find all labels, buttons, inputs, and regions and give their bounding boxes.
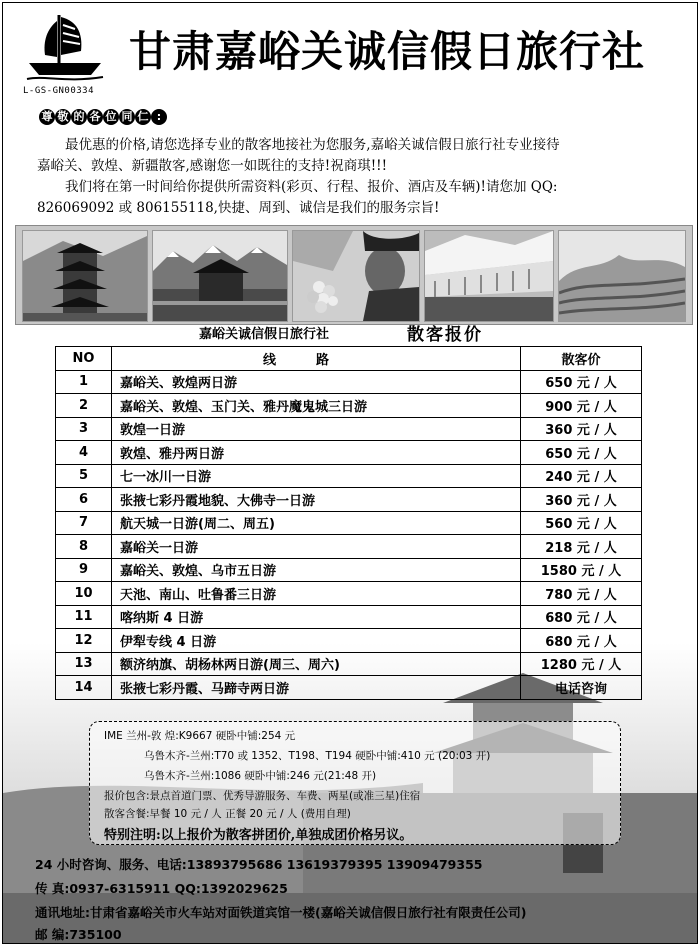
glacier-photo xyxy=(424,230,554,322)
table-row xyxy=(56,629,642,653)
table-row xyxy=(56,488,642,512)
row-no: 7 xyxy=(56,511,112,535)
table-row xyxy=(56,535,642,559)
row-no: 11 xyxy=(56,605,112,629)
table-company-name: 嘉峪关诚信假日旅行社 xyxy=(199,327,330,342)
row-price: 560 元 / 人 xyxy=(521,511,642,535)
row-no: 5 xyxy=(56,464,112,488)
contact-address: 通讯地址:甘肃省嘉峪关市火车站对面铁道宾馆一楼(嘉峪关诚信假日旅行社有限责任公司) xyxy=(35,905,527,920)
ship-logo-icon xyxy=(25,11,105,83)
company-title: 甘肃嘉峪关诚信假日旅行社 xyxy=(129,27,646,76)
brochure-page xyxy=(2,2,698,944)
table-row xyxy=(56,417,642,441)
row-route: 嘉峪关一日游 xyxy=(112,535,521,559)
row-price: 780 元 / 人 xyxy=(521,582,642,606)
row-no: 6 xyxy=(56,488,112,512)
row-route: 敦煌一日游 xyxy=(112,417,521,441)
header-no: NO xyxy=(56,347,112,371)
row-price: 240 元 / 人 xyxy=(521,464,642,488)
greeting-char: : xyxy=(151,109,167,125)
row-no: 2 xyxy=(56,394,112,418)
row-route: 航天城一日游(周二、周五) xyxy=(112,511,521,535)
intro-line: 嘉峪关、敦煌、新疆散客,感谢您一如既往的支持!祝商琪!!! xyxy=(37,158,387,174)
row-no: 9 xyxy=(56,558,112,582)
license-number: L-GS-GN00334 xyxy=(23,86,95,96)
greeting-char: 敬 xyxy=(55,109,71,125)
row-no: 14 xyxy=(56,676,112,700)
table-header-row xyxy=(56,347,642,371)
row-price: 650 元 / 人 xyxy=(521,441,642,465)
row-route: 额济纳旗、胡杨林两日游(周三、周六) xyxy=(112,652,521,676)
table-row xyxy=(56,370,642,394)
greeting-char: 尊 xyxy=(39,109,55,125)
info-line: 乌鲁木齐-兰州:1086 硬卧中铺:246 元(21:48 开) xyxy=(144,770,377,782)
row-no: 10 xyxy=(56,582,112,606)
table-row xyxy=(56,464,642,488)
info-line: 报价包含:景点首道门票、优秀导游服务、车费、两星(或准三星)住宿 xyxy=(104,790,421,802)
intro-line: 我们将在第一时间给你提供所需资料(彩页、行程、报价、酒店及车辆)!请您加 QQ: xyxy=(65,179,558,195)
table-row xyxy=(56,605,642,629)
row-route: 伊犁专线 4 日游 xyxy=(112,629,521,653)
row-no: 3 xyxy=(56,417,112,441)
row-price: 电话咨询 xyxy=(521,676,642,700)
greeting-char: 各 xyxy=(87,109,103,125)
row-route: 嘉峪关、敦煌两日游 xyxy=(112,370,521,394)
header-route: 线路 xyxy=(112,347,521,371)
row-route: 张掖七彩丹霞地貌、大佛寺一日游 xyxy=(112,488,521,512)
route-price-table xyxy=(55,346,642,700)
greeting-char: 的 xyxy=(71,109,87,125)
row-price: 1280 元 / 人 xyxy=(521,652,642,676)
row-price: 650 元 / 人 xyxy=(521,370,642,394)
contact-postcode: 邮 编:735100 xyxy=(35,927,122,942)
grottoes-pagoda-photo xyxy=(22,230,148,322)
table-price-title: 散客报价 xyxy=(407,325,483,345)
row-no: 1 xyxy=(56,370,112,394)
row-no: 4 xyxy=(56,441,112,465)
grapes-girl-photo xyxy=(292,230,420,322)
row-route: 嘉峪关、敦煌、乌市五日游 xyxy=(112,558,521,582)
intro-line: 最优惠的价格,请您选择专业的散客地接社为您服务,嘉峪关诚信假日旅行社专业接待 xyxy=(65,137,560,153)
row-price: 900 元 / 人 xyxy=(521,394,642,418)
danxia-landform-photo xyxy=(558,230,686,322)
info-line: 散客含餐:早餐 10 元 / 人 正餐 20 元 / 人 (费用自理) xyxy=(104,808,351,820)
table-row xyxy=(56,394,642,418)
photo-strip xyxy=(15,225,693,325)
table-row xyxy=(56,582,642,606)
row-no: 8 xyxy=(56,535,112,559)
greeting-char: 仁 xyxy=(135,109,151,125)
row-price: 218 元 / 人 xyxy=(521,535,642,559)
row-route: 嘉峪关、敦煌、玉门关、雅丹魔鬼城三日游 xyxy=(112,394,521,418)
table-row xyxy=(56,511,642,535)
intro-line: 826069092 或 806155118,快捷、周到、诚信是我们的服务宗旨! xyxy=(37,200,440,216)
contact-phone: 24 小时咨询、服务、电话:13893795686 13619379395 13909479355 xyxy=(35,857,483,872)
greeting-banner xyxy=(39,109,167,125)
greeting-char: 位 xyxy=(103,109,119,125)
intro-text xyxy=(37,135,677,219)
row-price: 1580 元 / 人 xyxy=(521,558,642,582)
row-no: 12 xyxy=(56,629,112,653)
row-route: 七一冰川一日游 xyxy=(112,464,521,488)
special-note: 特别注明:以上报价为散客拼团价,单独成团价格另议。 xyxy=(104,828,413,843)
row-route: 喀纳斯 4 日游 xyxy=(112,605,521,629)
row-route: 天池、南山、吐鲁番三日游 xyxy=(112,582,521,606)
train-info-box xyxy=(89,721,621,845)
fortress-gate-photo xyxy=(152,230,288,322)
contact-fax-qq: 传 真:0937-6315911 QQ:1392029625 xyxy=(35,881,288,896)
table-row xyxy=(56,558,642,582)
table-row xyxy=(56,441,642,465)
row-price: 680 元 / 人 xyxy=(521,605,642,629)
row-price: 680 元 / 人 xyxy=(521,629,642,653)
header-price: 散客价 xyxy=(521,347,642,371)
table-row xyxy=(56,652,642,676)
row-route: 敦煌、雅丹两日游 xyxy=(112,441,521,465)
row-price: 360 元 / 人 xyxy=(521,488,642,512)
info-line: IME 兰州-敦 煌:K9667 硬卧中铺:254 元 xyxy=(104,730,296,742)
table-row xyxy=(56,676,642,700)
greeting-char: 同 xyxy=(119,109,135,125)
row-no: 13 xyxy=(56,652,112,676)
info-line: 乌鲁木齐-兰州:T70 或 1352、T198、T194 硬卧中铺:410 元 (20:03 开) xyxy=(144,750,491,762)
row-route: 张掖七彩丹霞、马蹄寺两日游 xyxy=(112,676,521,700)
row-price: 360 元 / 人 xyxy=(521,417,642,441)
